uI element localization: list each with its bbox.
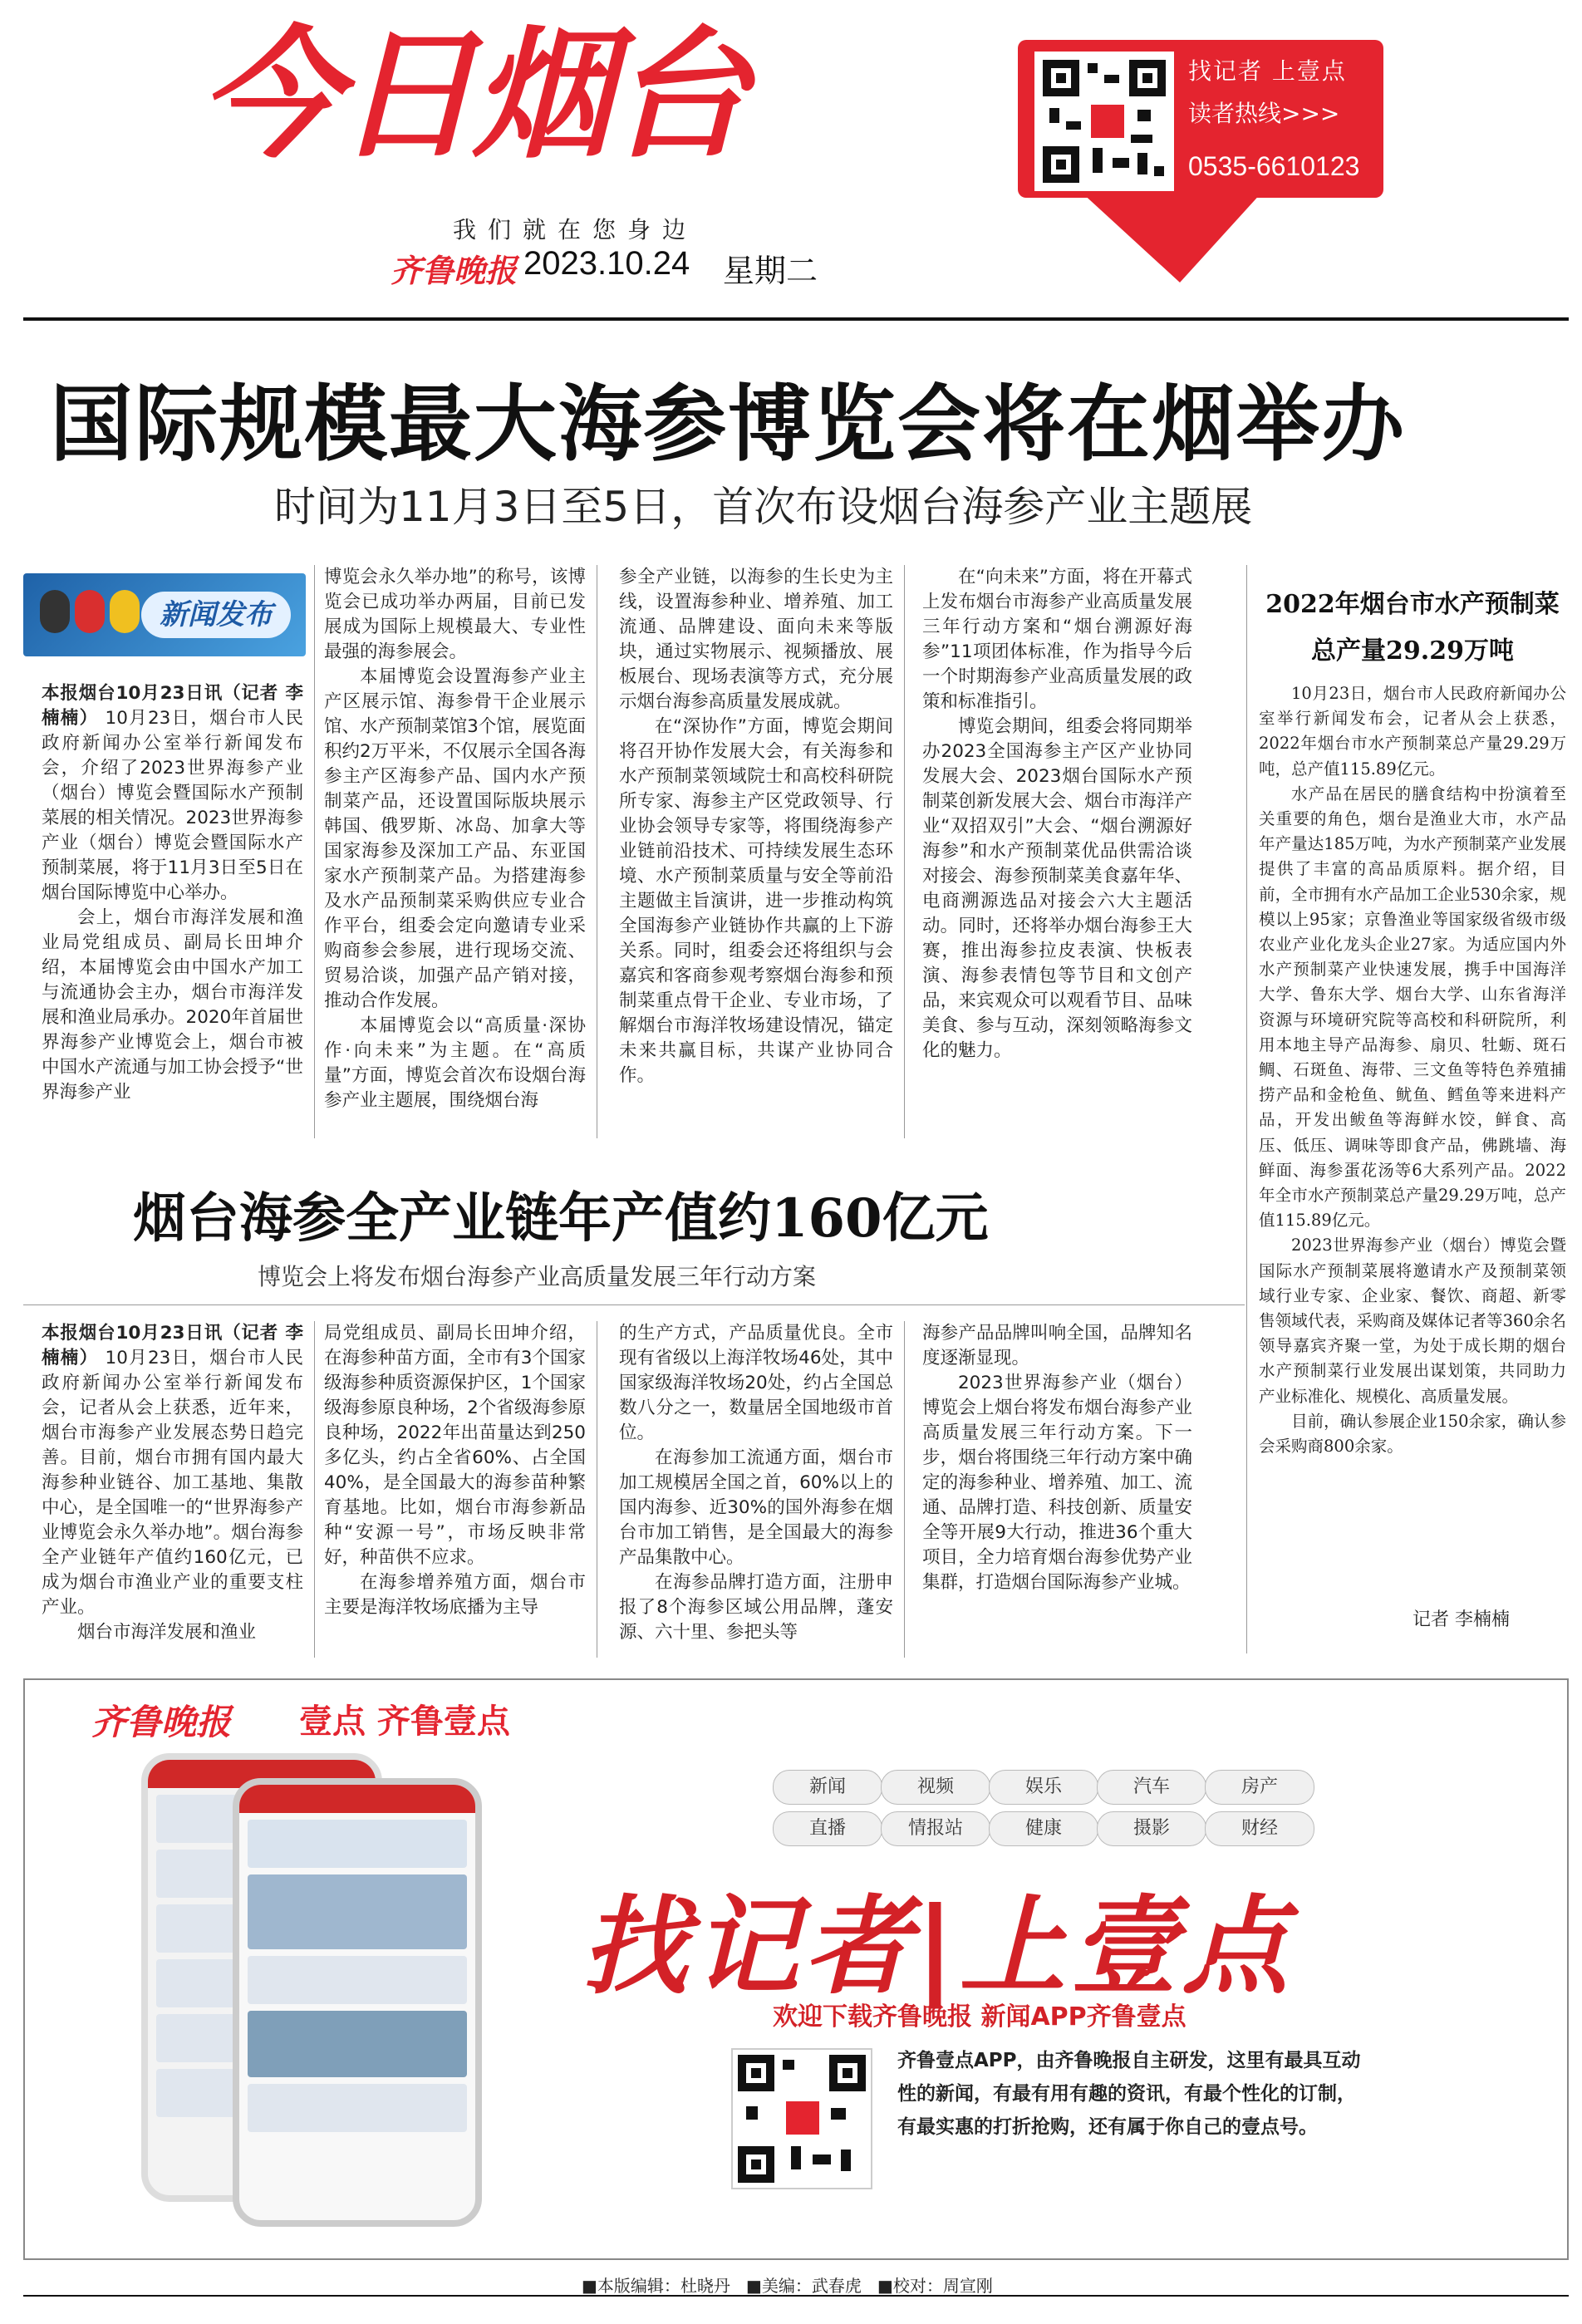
second-subhead: 博览会上将发布烟台海参产业高质量发展三年行动方案 xyxy=(258,1263,817,1290)
promo-hotline-label: 读者热线>>> xyxy=(1188,100,1340,127)
footer-editor: ■本版编辑：杜晓丹 xyxy=(582,2276,730,2296)
side-headline: 2022年烟台市水产预制菜 总产量29.29万吨 xyxy=(1265,590,1560,666)
lead-subhead: 时间为11月3日至5日，首次布设烟台海参产业主题展 xyxy=(274,483,1253,531)
ad-chip-news[interactable]: 新闻 xyxy=(773,1770,882,1805)
ad-slogan: 找记者|上壹点 xyxy=(582,1885,1294,2009)
ad-chip-realestate[interactable]: 房产 xyxy=(1205,1770,1314,1805)
footer-designer: ■美编：武春虎 xyxy=(745,2276,862,2296)
second-headline: 烟台海参全产业链年产值约160亿元 xyxy=(133,1187,989,1250)
footer-proofreader: ■校对：周宣刚 xyxy=(877,2276,993,2296)
ad-qr-code-icon[interactable] xyxy=(731,2048,872,2189)
issue-date: 2023.10.24 xyxy=(523,245,690,282)
phone-mockup-front xyxy=(233,1778,482,2227)
second-column-3: 的生产方式，产品质量优良。全市现有省级以上海洋牧场46处，其中国家级海洋牧场20处，约占全国总数八分之一，数量居全国地级市首位。 在海参加工流通方面，烟台市加工规模居全国之首，60%以上的国内海参、近30%的国外海参在烟台市加工销售，是全国最大的海参产品集散中心。 在海参品牌打造方面，注册申报了8个海参区域公用品牌，蓬安源、六十里、参把头等 xyxy=(619,1323,893,1643)
promo-hotline-number[interactable]: 0535-6610123 xyxy=(1188,151,1360,181)
ad-download-text: 欢迎下载齐鲁晚报 新闻APP齐鲁壹点 xyxy=(773,2002,1186,2032)
news-release-badge xyxy=(23,573,306,656)
ad-paper-logo: 齐鲁晚报 xyxy=(91,1702,232,1742)
ad-chip-auto[interactable]: 汽车 xyxy=(1097,1770,1206,1805)
issue-weekday: 星期二 xyxy=(723,253,818,289)
qr-code-icon[interactable] xyxy=(1034,52,1174,191)
ad-chip-video[interactable]: 视频 xyxy=(881,1770,990,1805)
side-body: 10月23日，烟台市人民政府新闻办公室举行新闻发布会，记者从会上获悉，2022年烟台市水产预制菜总产量29.29万吨，总产值115.89亿元。 水产品在居民的膳食结构中扮演着至关重要的角色，烟台是渔业大市，水产品年产量达185万吨，为水产预制菜产业发展提供了丰富的高品质原料。据介绍，目前，全市拥有水产品加工企业530余家，规模以上95家；京鲁渔业等国家级省级市级农业产业化龙头企业27家。为适应国内外水产预制菜产业快速发展，携手中国海洋大学、鲁东大学、烟台大学、山东省海洋资源与环境研究院等高校和科研院所，利用本地主导产品海参、扇贝、牡蛎、斑石鲷、石斑鱼、海带、三文鱼等特色养殖捕捞产品和金枪鱼、鱿鱼、鳕鱼等来进料产品，开发出鲅鱼等海鲜水饺，鲜食、高压、低压、调味等即食产品，佛跳墙、海鲜面、海参蛋花汤等6大系列产品。2022年全市水产预制菜总产量29.29万吨，总产值115.89亿元。 2023世界海参产业（烟台）博览会暨国际水产预制菜展将邀请水产及预制菜领域行业专家、企业家、餐饮、商超、新零售领域代表，采购商及媒体记者等360余名领导嘉宾齐聚一堂，为处于成长期的烟台水产预制菜行业发展出谋划策，共同助力产业标准化、规模化、高质量发展。 目前，确认参展企业150余家，确认参会采购商800余家。 xyxy=(1259,684,1566,1457)
ad-chip-health[interactable]: 健康 xyxy=(989,1811,1098,1846)
lead-byline: 本报烟台10月23日讯（记者 李楠楠） xyxy=(42,683,303,729)
ad-app-logo: 壹点 齐鲁壹点 xyxy=(299,1702,510,1741)
ad-chip-photo[interactable]: 摄影 xyxy=(1097,1811,1206,1846)
lead-column-2: 博览会永久举办地”的称号，该博览会已成功举办两届，目前已发展成为国际上规模最大、专业性最强的海参展会。 本届博览会设置海参产业主产区展示馆、海参骨干企业展示馆、水产预制菜馆3个馆，展览面积约2万平米，不仅展示全国各海参主产区海参产品、国内水产预制菜产品，还设置国际版块展示韩国、俄罗斯、冰岛、加拿大等国家海参及深加工产品、东亚国家水产预制菜产品。为搭建海参及水产品预制菜采购供应专业合作平台，组委会定向邀请专业采购商参会参展，进行现场交流、贸易洽谈，加强产品产销对接，推动合作发展。 本届博览会以“高质量·深协作·向未来”为主题。在“高质量”方面，博览会首次布设烟台海参产业主题展，围绕烟台海 xyxy=(324,567,586,1111)
lead-column-1: 本报烟台10月23日讯（记者 李楠楠） 10月23日，烟台市人民政府新闻办公室举行新闻发布会，介绍了2023世界海参产业（烟台）博览会暨国际水产预制菜展的相关情况。2023世界海参产业（烟台）博览会暨国际水产预制菜展，将于11月3日至5日在烟台国际博览中心举办。 会上，烟台市海洋发展和渔业局党组成员、副局长田坤介绍，本届博览会由中国水产加工与流通协会主办，烟台市海洋发展和渔业局承办。2020年首届世界海参产业博览会上，烟台市被中国水产流通与加工协会授予“世界海参产业 xyxy=(42,683,303,1103)
ad-description: 齐鲁壹点APP，由齐鲁晚报自主研发，这里有最具互动性的新闻，有最有用有趣的资讯，有最个性化的订制，有最实惠的打折抢购，还有属于你自己的壹点号。 xyxy=(897,2050,1361,2138)
news-release-badge-label: 新闻发布 xyxy=(141,592,291,638)
second-column-1: 本报烟台10月23日讯（记者 李楠楠） 10月23日，烟台市人民政府新闻办公室举行新闻发布会，记者从会上获悉，近年来，烟台市海参产业发展态势日趋完善。目前，烟台市拥有国内最大海参种业链谷、加工基地、集散中心，是全国唯一的“世界海参产业博览会永久举办地”。烟台海参全产业链年产值约160亿元，已成为烟台市渔业产业的重要支柱产业。 烟台市海洋发展和渔业 xyxy=(42,1323,303,1643)
footer-credits xyxy=(582,2272,993,2297)
lead-column-4: 在“向未来”方面，将在开幕式上发布烟台市海参产业高质量发展三年行动方案和“烟台溯源好海参”11项团体标准，作为指导今后一个时期海参产业高质量发展的政策和标准指引。 博览会期间，组委会将同期举办2023全国海参主产区产业协同发展大会、2023烟台国际水产预制菜创新发展大会、烟台市海洋产业“双招双引”大会、“烟台溯源好海参”和水产预制菜优品供需洽谈对接会、海参预制菜美食嘉年华、电商溯源选品对接会六大主题活动。同时，还将举办烟台海参王大赛，推出海参拉皮表演、快板表演、海参表情包等节目和文创产品，来宾观众可以观看节目、品味美食、参与互动，深刻领略海参文化的魅力。 xyxy=(922,567,1192,1061)
ad-chip-live[interactable]: 直播 xyxy=(773,1811,882,1846)
second-column-2: 局党组成员、副局长田坤介绍，在海参种苗方面，全市有3个国家级海参种质资源保护区，1个国家级海参原良种场，2个省级海参原良种场，2022年出苗量达到250多亿头，约占全省60%、占全国40%，是全国最大的海参苗种繁育基地。比如，烟台市海参新品种“安源一号”，市场反映非常好，种苗供不应求。 在海参增养殖方面，烟台市主要是海洋牧场底播为主导 xyxy=(324,1323,586,1618)
ad-chip-intel[interactable]: 情报站 xyxy=(881,1811,990,1846)
ad-chip-finance[interactable]: 财经 xyxy=(1205,1811,1314,1846)
promo-box-tail xyxy=(1080,191,1263,283)
second-column-4: 海参产品品牌叫响全国，品牌知名度逐渐显现。 2023世界海参产业（烟台）博览会上烟台将发布烟台海参产业高质量发展三年行动方案。下一步，烟台将围绕三年行动方案中确定的海参种业、增养殖、加工、流通、品牌打造、科技创新、质量安全等开展9大行动，推进36个重大项目，全力培育烟台海参优势产业集群，打造烟台国际海参产业城。 xyxy=(922,1323,1192,1593)
lead-headline: 国际规模最大海参博览会将在烟举办 xyxy=(50,375,1406,473)
masthead-title: 今日烟台 xyxy=(199,13,745,178)
masthead-slogan: 我们就在您身边 xyxy=(453,216,698,243)
second-story-rule xyxy=(23,1304,1245,1305)
lead-column-3: 参全产业链，以海参的生长史为主线，设置海参种业、增养殖、加工流通、品牌建设、面向未来等版块，通过实物展示、视频播放、展板展台、现场表演等方式，充分展示烟台海参高质量发展成就。 在“深协作”方面，博览会期间将召开协作发展大会，有关海参和水产预制菜领域院士和高校科研院所专家、海参主产区党政领导、行业协会领导专家等，将围绕海参产业链前沿技术、可持续发展生态环境、水产预制菜质量与安全等前沿主题做主旨演讲，进一步推动构筑全国海参产业链协作共赢的上下游关系。同时，组委会还将组织与会嘉宾和客商参观考察烟台海参和预制菜重点骨干企业、专业市场，了解烟台市海洋牧场建设情况，锚定未来共赢目标，共谋产业协同合作。 xyxy=(619,567,893,1086)
masthead-rule xyxy=(23,317,1569,321)
paper-logo: 齐鲁晚报 xyxy=(391,252,518,289)
side-byline: 记者 李楠楠 xyxy=(1412,1609,1510,1630)
ad-chip-entertainment[interactable]: 娱乐 xyxy=(989,1770,1098,1805)
promo-slogan: 找记者 上壹点 xyxy=(1188,57,1347,85)
second-byline: 本报烟台10月23日讯（记者 李楠楠） xyxy=(42,1323,303,1368)
